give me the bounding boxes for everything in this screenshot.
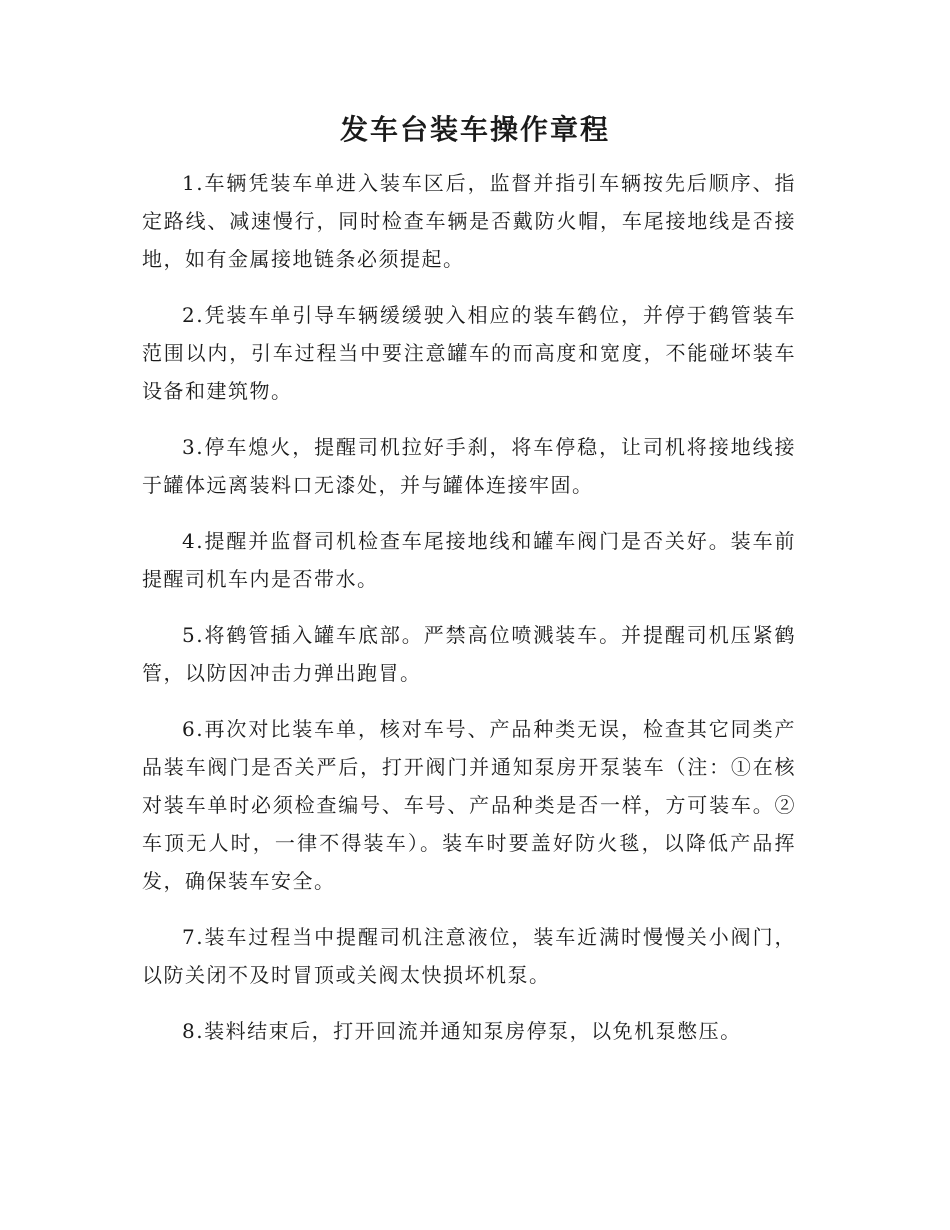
paragraph-5: 5.将鹤管插入罐车底部。严禁高位喷溅装车。并提醒司机压紧鹤管，以防因冲击力弹出跑冒。 xyxy=(142,623,796,685)
paragraph-3: 3.停车熄火，提醒司机拉好手刹，将车停稳，让司机将接地线接于罐体远离装料口无漆处，并与罐体连接牢固。 xyxy=(142,435,796,497)
paragraph-4: 4.提醒并监督司机检查车尾接地线和罐车阀门是否关好。装车前提醒司机车内是否带水。 xyxy=(142,529,796,591)
document-body xyxy=(142,164,796,1068)
paragraph-6: 6.再次对比装车单，核对车号、产品种类无误，检查其它同类产品装车阀门是否关严后，打开阀门并通知泵房开泵装车（注：①在核对装车单时必须检查编号、车号、产品种类是否一样，方可装车。②车顶无人时，一律不得装车）。装车时要盖好防火毯，以降低产品挥发，确保装车安全。 xyxy=(142,717,796,893)
paragraph-2: 2.凭装车单引导车辆缓缓驶入相应的装车鹤位，并停于鹤管装车范围以内，引车过程当中要注意罐车的而高度和宽度，不能碰坏装车设备和建筑物。 xyxy=(142,303,796,403)
document-title: 发车台装车操作章程 xyxy=(339,113,610,146)
paragraph-1: 1.车辆凭装车单进入装车区后，监督并指引车辆按先后顺序、指定路线、减速慢行，同时检查车辆是否戴防火帽，车尾接地线是否接地，如有金属接地链条必须提起。 xyxy=(142,171,796,271)
paragraph-7: 7.装车过程当中提醒司机注意液位，装车近满时慢慢关小阀门，以防关闭不及时冒顶或关阀太快损坏机泵。 xyxy=(142,925,796,987)
paragraph-8: 8.装料结束后，打开回流并通知泵房停泵，以免机泵憋压。 xyxy=(182,1019,742,1043)
